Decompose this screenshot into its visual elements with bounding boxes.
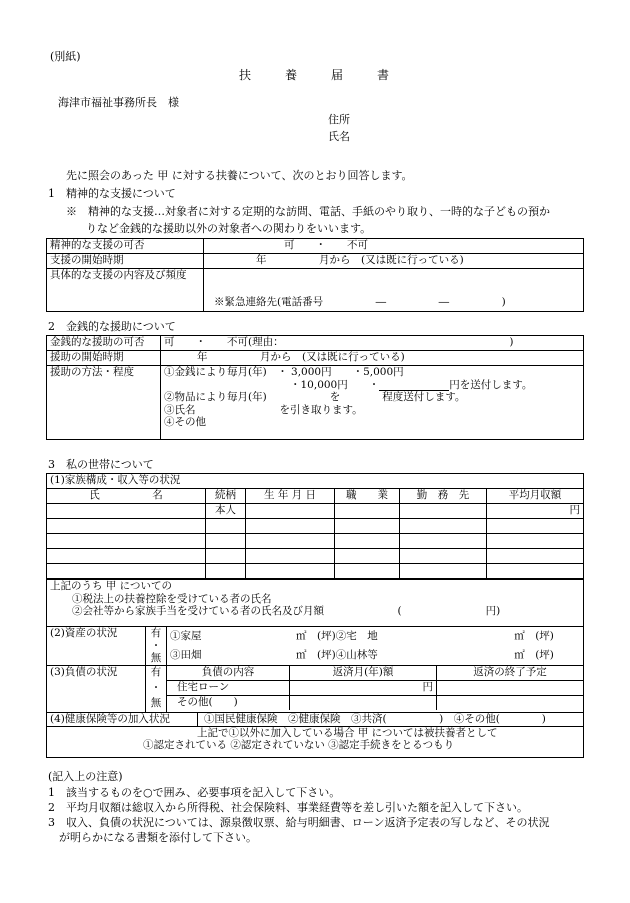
- row-label: 金銭的な援助の可否: [47, 336, 161, 351]
- insurance-label: (4)健康保険等の加入状況: [47, 713, 198, 726]
- title-char: 養: [284, 68, 297, 82]
- method-line: ④その他: [164, 416, 206, 429]
- financial-start: 年 月から (又は既に行っている): [161, 351, 584, 366]
- note-item: 2 平均月収額は総収入から所得税、社会保険料、事業経費等を差し引いた額を記入して下さい。: [48, 801, 528, 814]
- recipient: 海津市福祉事務所長 様: [58, 96, 179, 109]
- section1-note-cont: りなど金銭的な援助以外の対象者への関わりをいいます。: [86, 222, 372, 235]
- address-label: 住所: [328, 113, 350, 126]
- table-row: [47, 549, 584, 564]
- household-details-table: [46, 579, 584, 758]
- title-char: 届: [330, 68, 343, 82]
- support-possible: 可 ・ 不可: [204, 239, 584, 254]
- dependent-line: ①税法上の扶養控除を受けている者の氏名: [72, 592, 272, 605]
- support-start: 年 月から (又は既に行っている): [204, 254, 584, 269]
- assets-label: (2)資産の状況: [47, 627, 146, 666]
- household-table: [46, 473, 584, 579]
- table-row: [47, 534, 584, 549]
- name-label: 氏名: [328, 130, 350, 143]
- note-item: 3 収入、負債の状況については、源泉徴収票、給与明細書、ローン返済予定表の写しなど、その状況: [48, 816, 550, 829]
- table-row: 本人 円: [47, 504, 584, 519]
- col-job: 職 業: [335, 489, 400, 504]
- section3-heading: 3 私の世帯について: [48, 458, 154, 471]
- document-title: [222, 68, 406, 82]
- insurance-note: ①認定されている ②認定されていない ③認定手続きをとるつもり: [143, 739, 455, 752]
- section1-note: ※ 精神的な支援…対象者に対する定期的な訪問、電話、手紙のやり取り、一時的な子どもの預か: [66, 205, 550, 218]
- dependent-line: ②会社等から家族手当を受けている者の氏名及び月額 ( 円): [72, 605, 501, 618]
- col-birth: 生 年 月 日: [246, 489, 335, 504]
- intro-text: 先に照会のあった 甲 に対する扶養について、次のとおり回答します。: [66, 169, 413, 182]
- assets-cell: [167, 627, 584, 666]
- attachment-label: (別紙): [50, 50, 81, 63]
- col-relation: 続柄: [206, 489, 246, 504]
- table-row: [47, 519, 584, 534]
- method-line: ③氏名 を引き取ります。: [164, 403, 363, 416]
- dependent-line: 上記のうち 甲 についての: [50, 580, 172, 592]
- title-char: 書: [376, 68, 389, 82]
- section2-heading: 2 金銭的な援助について: [48, 320, 176, 333]
- emergency-contact: ※緊急連絡先(電話番号 ― ― ): [204, 269, 584, 312]
- debts-cell: [167, 666, 584, 713]
- row-label: 具体的な支援の内容及び頻度: [47, 269, 204, 312]
- assets-umu: 有 ・ 無: [146, 627, 167, 666]
- method-line: ①金銭により毎月(年) ・ 3,000円 ・5,000円: [164, 366, 404, 378]
- assets-row: ①家屋 ㎡ (坪)②宅 地 ㎡ (坪): [170, 630, 554, 642]
- debts-table: 負債の内容 返済月(年)額 返済の終了予定 住宅ローン 円 その他( ): [167, 666, 583, 710]
- col-income: 平均月収額: [487, 489, 584, 504]
- title-char: 扶: [238, 68, 251, 82]
- assets-row: ③田畑 ㎡ (坪)④山林等 ㎡ (坪): [170, 649, 554, 661]
- financial-possible: 可 ・ 不可(理由： ): [161, 336, 584, 351]
- note-item: 1 該当するものを○で囲み、必要事項を記入して下さい。: [48, 786, 341, 799]
- debts-umu: 有 ・ 無: [146, 666, 167, 713]
- method-cell: [161, 366, 584, 440]
- notes-heading: (記入上の注意): [48, 770, 123, 783]
- row-label: 支援の開始時期: [47, 254, 204, 269]
- table-row: [47, 564, 584, 579]
- dependent-cell: [47, 580, 584, 627]
- insurance-cell: [47, 713, 584, 758]
- row-label: 援助の開始時期: [47, 351, 161, 366]
- section1-heading: 1 精神的な支援について: [48, 187, 176, 200]
- mental-support-table: [46, 238, 584, 312]
- row-label: 援助の方法・程度: [47, 366, 161, 440]
- debts-label: (3)負債の状況: [47, 666, 146, 713]
- financial-support-table: [46, 335, 584, 440]
- method-line: ・10,000円 ・ 円を送付します。: [290, 378, 533, 391]
- col-name: 氏 名: [47, 489, 206, 504]
- col-workplace: 勤 務 先: [400, 489, 487, 504]
- insurance-note: 上記で①以外に加入している場合 甲 については被扶養者として: [197, 726, 498, 739]
- insurance-value: ①国民健康保険 ②健康保険 ③共済( ) ④その他( ): [204, 713, 546, 725]
- family-title: (1)家族構成・収入等の状況: [47, 474, 584, 489]
- note-item: が明らかになる書類を添付して下さい。: [48, 831, 257, 844]
- method-line: ②物品により毎月(年) を 程度送付します。: [164, 391, 466, 404]
- row-label: 精神的な支援の可否: [47, 239, 204, 254]
